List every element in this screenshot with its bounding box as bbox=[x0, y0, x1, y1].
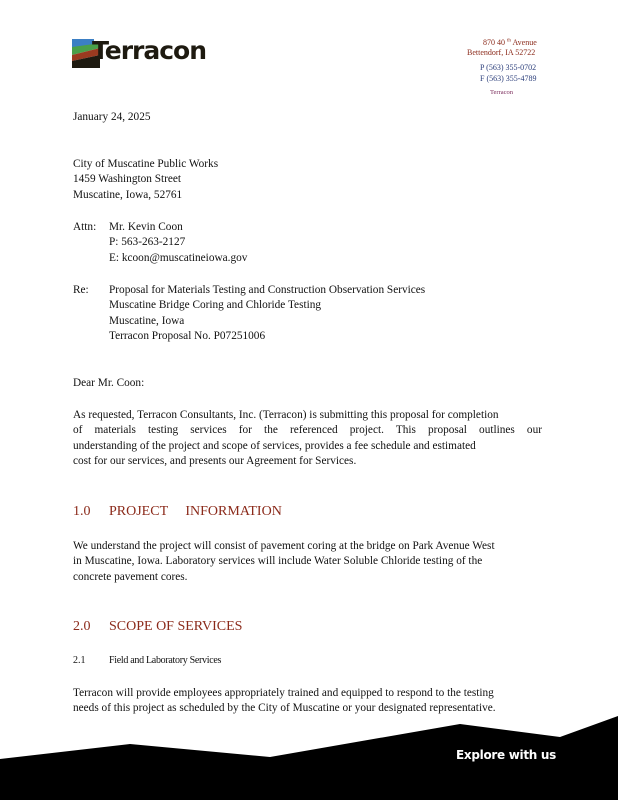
attn-name: Mr. Kevin Coon bbox=[109, 221, 183, 233]
salutation: Dear Mr. Coon: bbox=[73, 377, 145, 389]
body-line: needs of this project as scheduled by the City of Muscatine or your designated representative. bbox=[73, 702, 496, 714]
recipient-line: Muscatine, Iowa, 52761 bbox=[73, 189, 183, 201]
re-label: Re: bbox=[73, 284, 89, 296]
re-line: Terracon Proposal No. P07251006 bbox=[109, 330, 266, 342]
office-web[interactable]: Terracon bbox=[490, 89, 514, 96]
office-street: 870 40 $^{th}$ Avenue bbox=[483, 38, 537, 47]
logo-wordmark: Terracon bbox=[92, 36, 207, 65]
re-line: Muscatine, Iowa bbox=[109, 315, 185, 327]
attn-label: Attn: bbox=[73, 221, 97, 233]
intro-line: cost for our services, and presents our Agreement for Services. bbox=[73, 455, 357, 467]
body-line: Terracon will provide employees appropriately trained and equipped to respond to the testing bbox=[73, 687, 494, 699]
section-number: 1.0 bbox=[73, 504, 91, 519]
letter-date: January 24, 2025 bbox=[73, 111, 151, 123]
re-line: Proposal for Materials Testing and Construction Observation Services bbox=[109, 284, 426, 296]
recipient-line: City of Muscatine Public Works bbox=[73, 158, 219, 170]
attn-phone: P: 563-263-2127 bbox=[109, 236, 186, 248]
body-line: concrete pavement cores. bbox=[73, 571, 188, 583]
section-number: 2.0 bbox=[73, 619, 91, 634]
office-fax: F (563) 355-4789 bbox=[480, 74, 537, 83]
subsection-number: 2.1 bbox=[73, 655, 86, 666]
section-title: PROJECT INFORMATION bbox=[109, 504, 282, 519]
body-line: in Muscatine, Iowa. Laboratory services will include Water Soluble Chloride testing of the bbox=[73, 555, 483, 567]
subsection-title: Field and Laboratory Services bbox=[109, 655, 222, 666]
office-city: Bettendorf, IA 52722 bbox=[467, 48, 536, 57]
intro-line: of materials testing services for the referenced project. This proposal outlines our bbox=[73, 424, 542, 436]
office-phone: P (563) 355-0702 bbox=[480, 63, 537, 72]
re-line: Muscatine Bridge Coring and Chloride Testing bbox=[109, 299, 322, 311]
body-line: We understand the project will consist of pavement coring at the bridge on Park Avenue West bbox=[73, 540, 495, 552]
intro-line: understanding of the project and scope of services, provides a fee schedule and estimated bbox=[73, 440, 476, 452]
footer-tagline: Explore with us bbox=[456, 748, 556, 762]
section-title: SCOPE OF SERVICES bbox=[109, 619, 243, 634]
intro-line: As requested, Terracon Consultants, Inc. (Terracon) is submitting this proposal for completion bbox=[73, 409, 499, 421]
recipient-line: 1459 Washington Street bbox=[73, 173, 182, 185]
attn-email[interactable]: E: kcoon@muscatineiowa.gov bbox=[109, 252, 248, 264]
